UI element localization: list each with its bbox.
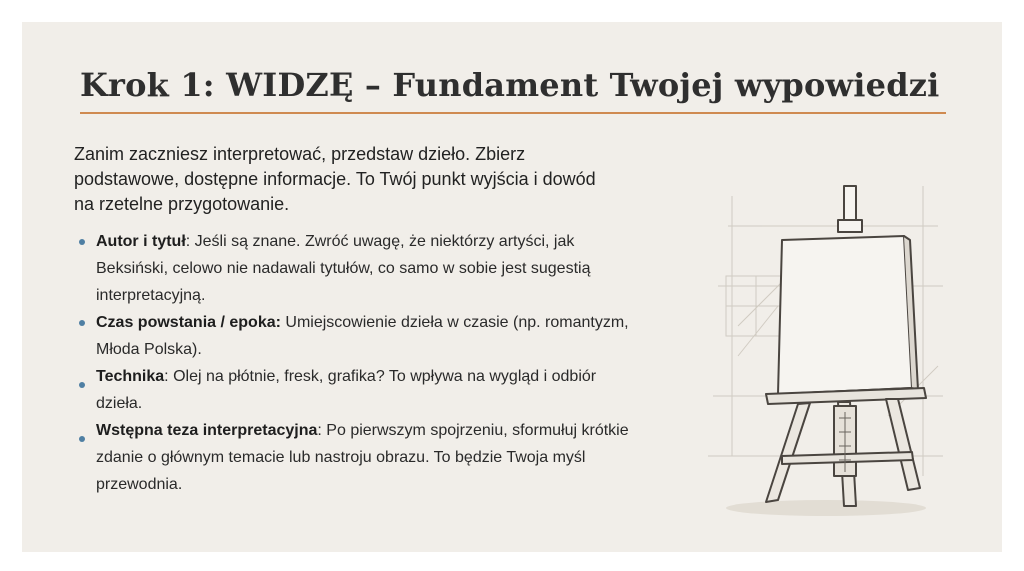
title-divider [80,112,946,114]
bullet-item-author-title [74,228,634,309]
bullet-text: Umiejscowienie dzieła w czasie (np. romantyzm, Młoda Polska). [96,314,629,358]
bullet-item-technique [74,363,634,417]
bullet-dot-icon [79,239,85,245]
slide [22,22,1002,552]
bullet-dot-icon [79,436,85,442]
easel-icon [698,156,948,522]
bullet-list [74,228,634,498]
bullet-label: Technika [96,368,165,385]
bullet-text: : Po pierwszym spojrzeniu, sformułuj krótkie zdanie o głównym temacie lub nastroju obrazu. To będzie Twoja myśl przewodnia. [96,422,629,493]
bullet-label: Czas powstania / epoka: [96,314,281,331]
bullet-dot-icon [79,320,85,326]
intro-paragraph: Zanim zaczniesz interpretować, przedstaw dzieło. Zbierz podstawowe, dostępne informacje. To Twój punkt wyjścia i dowód na rzetelne przygotowanie. [74,144,596,214]
bullet-item-time-period [74,309,634,363]
slide-title: Krok 1: WIDZĘ – Fundament Twojej wypowiedzi [80,66,940,104]
bullet-item-thesis [74,417,634,498]
bullet-text: : Jeśli są znane. Zwróć uwagę, że niektórzy artyści, jak Beksiński, celowo nie nadawali tytułów, co samo w sobie jest sugestią interpretacyjną. [96,233,591,304]
bullet-dot-icon [79,382,85,388]
bullet-text: : Olej na płótnie, fresk, grafika? To wpływa na wygląd i odbiór dzieła. [96,368,597,412]
bullet-label: Wstępna teza interpretacyjna [96,422,318,439]
bullet-label: Autor i tytuł [96,233,186,250]
